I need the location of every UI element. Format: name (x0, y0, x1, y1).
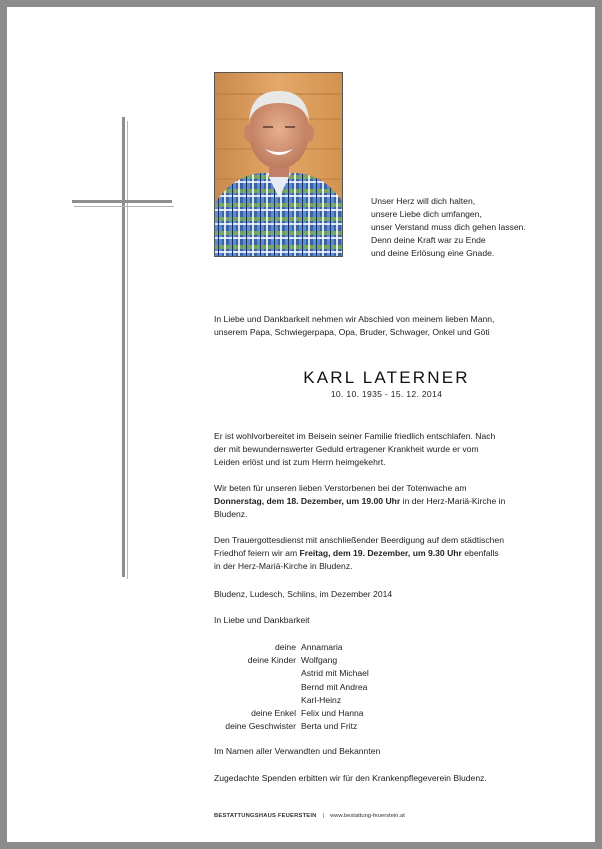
family-relation: deine (274, 642, 296, 652)
memorial-poem (371, 195, 526, 260)
family-names: Astrid mit Michael (301, 668, 369, 679)
donations-text: Zugedachte Spenden erbitten wir für den Krankenpflegeverein Bludenz. (214, 773, 487, 783)
on-behalf-text: Im Namen aller Verwandten und Bekannten (214, 746, 381, 756)
funeral-pre: Friedhof feiern wir am (214, 548, 300, 558)
family-relation (214, 694, 301, 707)
poem-line: unser Verstand muss dich gehen lassen. (371, 222, 526, 232)
family-names: Karl-Heinz (301, 694, 342, 705)
intro-line: unserem Papa, Schwiegerpapa, Opa, Bruder, Schwager, Onkel und Göti (214, 327, 490, 337)
poem-line: Denn deine Kraft war zu Ende (371, 235, 486, 245)
wake-datetime: Donnerstag, dem 18. Dezember, um 19.00 Uhr (214, 496, 401, 506)
funeral-line: in der Herz-Mariä-Kirche in Bludenz. (214, 561, 353, 571)
funeral-line: Den Trauergottesdienst mit anschließender Beerdigung auf dem städtischen (214, 535, 504, 545)
poem-line: Unser Herz will dich halten, (371, 196, 476, 206)
family-names: Felix und Hanna (301, 708, 364, 719)
passing-line: Leiden erlöst und ist zum Herrn heimgekehrt. (214, 457, 386, 467)
family-row (214, 694, 369, 707)
footer-separator: | (322, 813, 325, 819)
family-row (214, 641, 369, 654)
funeral-home-name: BESTATTUNGSHAUS FEUERSTEIN (214, 813, 317, 819)
thanks-text: In Liebe und Dankbarkeit (214, 615, 310, 625)
life-dates: 10. 10. 1935 - 15. 12. 2014 (330, 389, 443, 399)
intro-line: In Liebe und Dankbarkeit nehmen wir Abschied von meinem lieben Mann, (214, 314, 495, 324)
family-row (214, 707, 369, 720)
obituary-page (7, 7, 595, 842)
family-relation (214, 681, 301, 694)
funeral-line (214, 547, 559, 560)
family-relation: deine Kinder (247, 655, 296, 666)
cross-icon (122, 117, 125, 577)
place-date: Bludenz, Ludesch, Schlins, im Dezember 2014 (214, 589, 393, 599)
family-relation (214, 667, 301, 680)
footer (214, 813, 405, 819)
poem-line: und deine Erlösung eine Gnade. (371, 248, 495, 258)
poem-line: unsere Liebe dich umfangen, (371, 209, 482, 219)
family-names: Berta und Fritz (301, 721, 358, 732)
wake-line: Wir beten für unseren lieben Verstorbenen bei der Totenwache am (214, 483, 467, 493)
wake-text (214, 482, 559, 521)
funeral-post: ebenfalls (461, 548, 499, 558)
cross-icon-shadow-horizontal (74, 206, 174, 207)
family-relation: deine Geschwister (225, 721, 296, 732)
wake-location: in der Herz-Mariä-Kirche in (400, 496, 506, 506)
family-row (214, 681, 369, 694)
family-relation: deine Enkel (251, 708, 296, 719)
family-row (214, 667, 369, 680)
cross-icon-beam (72, 200, 172, 203)
family-names: Wolfgang (301, 655, 338, 666)
funeral-text (214, 534, 559, 573)
intro-text (214, 313, 559, 339)
passing-line: der mit bewundernswerter Geduld ertragener Krankheit wurde er vom (214, 444, 479, 454)
cross-icon-shadow-vertical (127, 121, 128, 579)
wake-line: Bludenz. (214, 509, 248, 519)
funeral-home-website[interactable]: www.bestattung-feuerstein.at (330, 813, 405, 819)
family-names: Annamaria (301, 642, 343, 652)
family-row (214, 720, 369, 733)
deceased-name: KARL LATERNER (303, 368, 470, 387)
funeral-datetime: Freitag, dem 19. Dezember, um 9.30 Uhr (299, 548, 462, 558)
family-list (214, 641, 369, 733)
portrait-photo (214, 72, 343, 257)
family-names: Bernd mit Andrea (301, 681, 368, 692)
wake-line (214, 495, 559, 508)
passing-line: Er ist wohlvorbereitet im Beisein seiner Familie friedlich entschlafen. Nach (214, 431, 496, 441)
family-row (214, 654, 369, 667)
passing-text (214, 430, 559, 469)
